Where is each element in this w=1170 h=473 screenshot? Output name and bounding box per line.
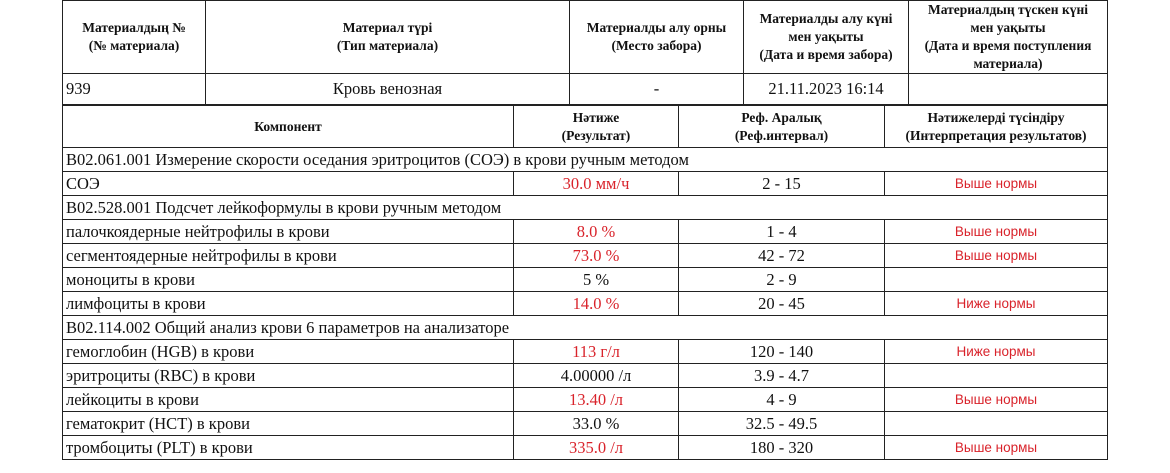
reference-range: 2 - 15: [679, 172, 885, 196]
table-row: [63, 220, 1108, 244]
result-value: 13.40 /л: [514, 388, 679, 412]
result-value: 335.0 /л: [514, 436, 679, 460]
collection-place: -: [570, 74, 744, 105]
table-row: [63, 292, 1108, 316]
material-type: Кровь венозная: [206, 74, 570, 105]
interpretation: Выше нормы: [885, 436, 1108, 460]
interpretation: Выше нормы: [885, 388, 1108, 412]
component-name: палочкоядерные нейтрофилы в крови: [63, 220, 514, 244]
table-row: [63, 340, 1108, 364]
header-component: Компонент: [63, 106, 514, 148]
result-value: 14.0 %: [514, 292, 679, 316]
interpretation: Выше нормы: [885, 220, 1108, 244]
result-value: 73.0 %: [514, 244, 679, 268]
results-table: [62, 105, 1108, 460]
interpretation: [885, 364, 1108, 388]
component-name: гематокрит (HCT) в крови: [63, 412, 514, 436]
interpretation: [885, 268, 1108, 292]
result-value: 113 г/л: [514, 340, 679, 364]
table-row: [63, 436, 1108, 460]
table-row: [63, 388, 1108, 412]
interpretation: Выше нормы: [885, 172, 1108, 196]
result-value: 30.0 мм/ч: [514, 172, 679, 196]
result-value: 8.0 %: [514, 220, 679, 244]
result-value: 4.00000 /л: [514, 364, 679, 388]
table-row: [63, 244, 1108, 268]
header-material-number: Материалдың № (№ материала): [63, 1, 206, 74]
table-row: [63, 364, 1108, 388]
table-row: [63, 172, 1108, 196]
header-result: Нәтиже (Результат): [514, 106, 679, 148]
lab-report: [62, 0, 1108, 460]
interpretation: [885, 412, 1108, 436]
section-row: [63, 148, 1108, 172]
reference-range: 120 - 140: [679, 340, 885, 364]
component-name: тромбоциты (PLT) в крови: [63, 436, 514, 460]
section-row: [63, 196, 1108, 220]
reference-range: 2 - 9: [679, 268, 885, 292]
reference-range: 180 - 320: [679, 436, 885, 460]
result-value: 5 %: [514, 268, 679, 292]
reference-range: 1 - 4: [679, 220, 885, 244]
result-value: 33.0 %: [514, 412, 679, 436]
reference-range: 3.9 - 4.7: [679, 364, 885, 388]
interpretation: Ниже нормы: [885, 340, 1108, 364]
header-collection-place: Материалды алу орны (Место забора): [570, 1, 744, 74]
component-name: гемоглобин (HGB) в крови: [63, 340, 514, 364]
material-number: 939: [63, 74, 206, 105]
interpretation: Выше нормы: [885, 244, 1108, 268]
reference-range: 4 - 9: [679, 388, 885, 412]
section-title: B02.528.001 Подсчет лейкоформулы в крови ручным методом: [63, 196, 1108, 220]
interpretation: Ниже нормы: [885, 292, 1108, 316]
table-row: [63, 268, 1108, 292]
header-collection-datetime: Материалды алу күні мен уақыты (Дата и время забора): [744, 1, 909, 74]
section-title: B02.114.002 Общий анализ крови 6 параметров на анализаторе: [63, 316, 1108, 340]
section-row: [63, 316, 1108, 340]
component-name: СОЭ: [63, 172, 514, 196]
reference-range: 20 - 45: [679, 292, 885, 316]
collection-datetime: 21.11.2023 16:14: [744, 74, 909, 105]
header-interpretation: Нәтижелерді түсіндіру (Интерпретация результатов): [885, 106, 1108, 148]
component-name: сегментоядерные нейтрофилы в крови: [63, 244, 514, 268]
component-name: эритроциты (RBC) в крови: [63, 364, 514, 388]
component-name: лейкоциты в крови: [63, 388, 514, 412]
table-row: [63, 412, 1108, 436]
receipt-datetime: [909, 74, 1108, 105]
component-name: моноциты в крови: [63, 268, 514, 292]
reference-range: 42 - 72: [679, 244, 885, 268]
header-material-type: Материал түрі (Тип материала): [206, 1, 570, 74]
header-reference: Реф. Аралық (Реф.интервал): [679, 106, 885, 148]
reference-range: 32.5 - 49.5: [679, 412, 885, 436]
component-name: лимфоциты в крови: [63, 292, 514, 316]
header-receipt-datetime: Материалдың түскен күні мен уақыты (Дата и время поступления материала): [909, 1, 1108, 74]
material-info-table: [62, 0, 1108, 105]
section-title: B02.061.001 Измерение скорости оседания эритроцитов (СОЭ) в крови ручным методом: [63, 148, 1108, 172]
